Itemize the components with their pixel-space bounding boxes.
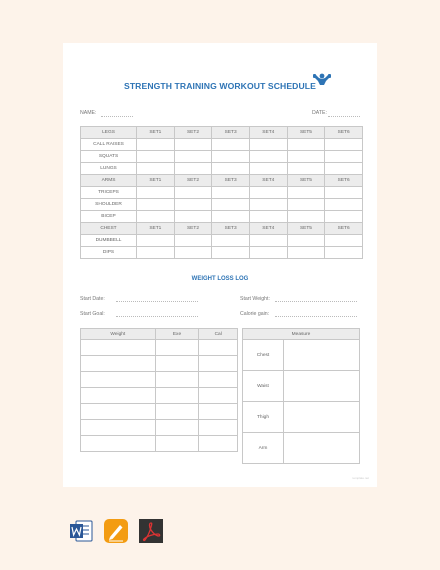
page-title: STRENGTH TRAINING WORKOUT SCHEDULE (124, 81, 316, 91)
set-input-cell[interactable] (174, 199, 212, 211)
schedule-header-cell: SET3 (212, 127, 250, 139)
exercise-label: DIPS (81, 247, 137, 259)
exercise-label: LUNGS (81, 163, 137, 175)
measure-label: Waist (243, 371, 284, 402)
footer-watermark: template.net (352, 476, 369, 480)
set-input-cell[interactable] (287, 199, 325, 211)
table-row (243, 371, 360, 402)
set-input-cell[interactable] (249, 187, 287, 199)
set-input-cell[interactable] (174, 187, 212, 199)
schedule-header-cell: SET3 (212, 223, 250, 235)
word-icon[interactable] (68, 518, 94, 544)
table-row (243, 340, 360, 371)
weight-log-input-cell[interactable] (199, 436, 238, 452)
set-input-cell[interactable] (325, 151, 363, 163)
weight-log-input-cell[interactable] (155, 420, 199, 436)
weight-log-input-cell[interactable] (155, 340, 199, 356)
exercise-label: BICEP (81, 211, 137, 223)
weight-log-input-cell[interactable] (81, 404, 156, 420)
set-input-cell[interactable] (249, 163, 287, 175)
measure-label: Thigh (243, 402, 284, 433)
set-input-cell[interactable] (212, 163, 250, 175)
schedule-header-cell: SET6 (325, 223, 363, 235)
start-goal-label: Start Goal: (80, 311, 105, 317)
table-row (81, 187, 363, 199)
exercise-label: TRICEPS (81, 187, 137, 199)
exercise-label: DUMBBELL (81, 235, 137, 247)
weight-log-input-cell[interactable] (81, 356, 156, 372)
pdf-icon[interactable] (138, 518, 164, 544)
name-field[interactable] (101, 116, 133, 117)
table-row (81, 404, 238, 420)
schedule-header-cell: SET2 (174, 175, 212, 187)
set-input-cell[interactable] (325, 163, 363, 175)
set-input-cell[interactable] (137, 199, 175, 211)
calorie-gain-field[interactable] (275, 316, 357, 317)
schedule-header-cell: SET1 (137, 175, 175, 187)
set-input-cell[interactable] (212, 199, 250, 211)
table-row (81, 163, 363, 175)
set-input-cell[interactable] (287, 247, 325, 259)
table-row (81, 372, 238, 388)
measure-table (242, 328, 360, 464)
title-row (63, 76, 377, 94)
pages-icon[interactable] (103, 518, 129, 544)
schedule-header-cell: SET5 (287, 223, 325, 235)
weight-log-input-cell[interactable] (199, 340, 238, 356)
schedule-header-row (81, 223, 363, 235)
table-row (243, 433, 360, 464)
set-input-cell[interactable] (137, 211, 175, 223)
weight-log-input-cell[interactable] (199, 372, 238, 388)
set-input-cell[interactable] (325, 247, 363, 259)
table-row (81, 340, 238, 356)
schedule-header-cell: SET1 (137, 223, 175, 235)
exercise-label: SHOULDER (81, 199, 137, 211)
schedule-header-cell: SET3 (212, 175, 250, 187)
workout-schedule-table (80, 126, 363, 259)
start-date-label: Start Date: (80, 296, 105, 302)
schedule-header-row (81, 127, 363, 139)
calorie-gain-label: Calorie gain: (240, 311, 270, 317)
table-row (81, 199, 363, 211)
weight-log-input-cell[interactable] (81, 436, 156, 452)
schedule-header-cell: SET1 (137, 127, 175, 139)
set-input-cell[interactable] (212, 247, 250, 259)
start-date-field[interactable] (116, 301, 198, 302)
schedule-header-cell: SET2 (174, 127, 212, 139)
set-input-cell[interactable] (174, 235, 212, 247)
schedule-header-cell: SET6 (325, 175, 363, 187)
schedule-header-row (81, 175, 363, 187)
table-row (81, 139, 363, 151)
weight-log-header-cell: Cal (199, 329, 238, 340)
weight-log-header-cell: Weight (81, 329, 156, 340)
schedule-header-cell: SET4 (249, 127, 287, 139)
start-goal-field[interactable] (116, 316, 198, 317)
set-input-cell[interactable] (137, 235, 175, 247)
schedule-header-cell: SET5 (287, 175, 325, 187)
set-input-cell[interactable] (287, 151, 325, 163)
table-row (81, 436, 238, 452)
weight-log-input-cell[interactable] (155, 404, 199, 420)
table-row (81, 211, 363, 223)
start-weight-field[interactable] (275, 301, 357, 302)
set-input-cell[interactable] (325, 187, 363, 199)
table-row (81, 388, 238, 404)
weight-log-header-cell: Exe (155, 329, 199, 340)
set-input-cell[interactable] (287, 139, 325, 151)
weight-loss-log-title: WEIGHT LOSS LOG (191, 276, 249, 282)
set-input-cell[interactable] (174, 247, 212, 259)
flexing-arm-icon (312, 72, 332, 86)
weight-log-input-cell[interactable] (81, 388, 156, 404)
weight-log-input-cell[interactable] (155, 356, 199, 372)
table-row (81, 247, 363, 259)
weight-log-input-cell[interactable] (81, 420, 156, 436)
set-input-cell[interactable] (212, 211, 250, 223)
schedule-header-cell: LEGS (81, 127, 137, 139)
weight-log-input-cell[interactable] (155, 372, 199, 388)
exercise-label: CALL RAISES (81, 139, 137, 151)
measure-label: Arm (243, 433, 284, 464)
measure-input-cell[interactable] (284, 340, 360, 371)
date-label: DATE: (312, 110, 327, 116)
set-input-cell[interactable] (249, 247, 287, 259)
set-input-cell[interactable] (137, 187, 175, 199)
weight-log-input-cell[interactable] (81, 372, 156, 388)
table-row (81, 356, 238, 372)
weight-log-header-row (81, 329, 238, 340)
set-input-cell[interactable] (249, 139, 287, 151)
set-input-cell[interactable] (212, 187, 250, 199)
set-input-cell[interactable] (249, 151, 287, 163)
measure-header-cell: Measure (243, 329, 360, 340)
start-weight-label: Start Weight: (240, 296, 270, 302)
weight-log-input-cell[interactable] (155, 388, 199, 404)
set-input-cell[interactable] (249, 211, 287, 223)
set-input-cell[interactable] (174, 163, 212, 175)
weight-log-input-cell[interactable] (199, 388, 238, 404)
measure-input-cell[interactable] (284, 371, 360, 402)
table-row (81, 151, 363, 163)
set-input-cell[interactable] (212, 235, 250, 247)
set-input-cell[interactable] (174, 211, 212, 223)
set-input-cell[interactable] (287, 211, 325, 223)
set-input-cell[interactable] (325, 211, 363, 223)
set-input-cell[interactable] (137, 139, 175, 151)
date-field[interactable] (328, 116, 360, 117)
document-page (63, 43, 377, 487)
weight-log-input-cell[interactable] (199, 404, 238, 420)
set-input-cell[interactable] (287, 187, 325, 199)
set-input-cell[interactable] (137, 247, 175, 259)
weight-log-table (80, 328, 238, 452)
weight-log-input-cell[interactable] (155, 436, 199, 452)
measure-label: Chest (243, 340, 284, 371)
weight-log-input-cell[interactable] (199, 420, 238, 436)
weight-log-input-cell[interactable] (199, 356, 238, 372)
schedule-header-cell: SET4 (249, 175, 287, 187)
exercise-label: SQUATS (81, 151, 137, 163)
measure-input-cell[interactable] (284, 433, 360, 464)
set-input-cell[interactable] (249, 199, 287, 211)
set-input-cell[interactable] (137, 163, 175, 175)
set-input-cell[interactable] (287, 235, 325, 247)
set-input-cell[interactable] (212, 151, 250, 163)
set-input-cell[interactable] (325, 235, 363, 247)
set-input-cell[interactable] (212, 139, 250, 151)
table-row (81, 420, 238, 436)
schedule-header-cell: SET4 (249, 223, 287, 235)
name-label: NAME: (80, 110, 97, 116)
set-input-cell[interactable] (174, 139, 212, 151)
measure-input-cell[interactable] (284, 402, 360, 433)
schedule-header-cell: ARMS (81, 175, 137, 187)
table-row (243, 402, 360, 433)
schedule-header-cell: SET6 (325, 127, 363, 139)
schedule-header-cell: CHEST (81, 223, 137, 235)
set-input-cell[interactable] (325, 139, 363, 151)
set-input-cell[interactable] (325, 199, 363, 211)
table-row (81, 235, 363, 247)
weight-log-input-cell[interactable] (81, 340, 156, 356)
schedule-header-cell: SET2 (174, 223, 212, 235)
set-input-cell[interactable] (287, 163, 325, 175)
set-input-cell[interactable] (249, 235, 287, 247)
measure-header-row (243, 329, 360, 340)
schedule-header-cell: SET5 (287, 127, 325, 139)
set-input-cell[interactable] (137, 151, 175, 163)
set-input-cell[interactable] (174, 151, 212, 163)
